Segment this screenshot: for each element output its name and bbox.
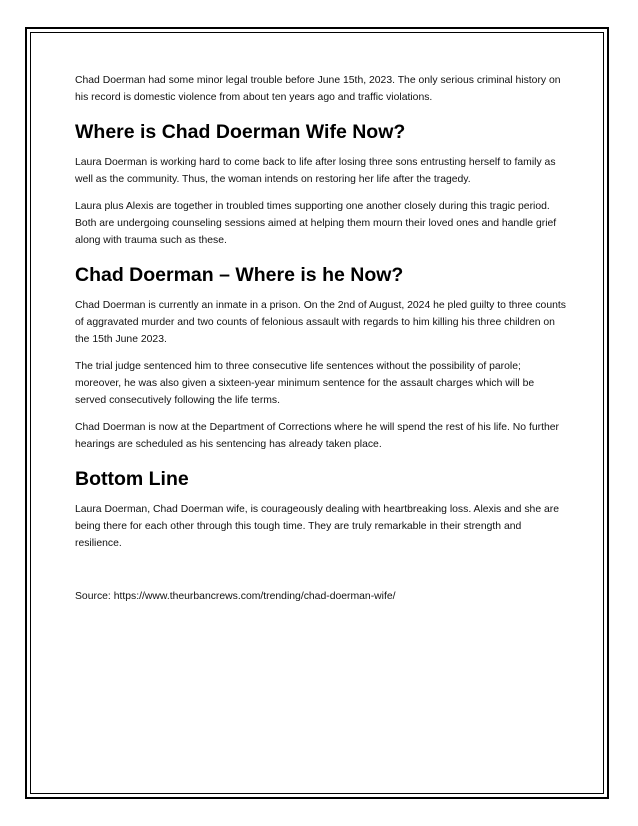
- where-is-he-now-paragraph-2: The trial judge sentenced him to three consecutive life sentences without the possibility of parole; moreover, he was also given a sixteen-year minimum sentence for the assault charges which will be served consecutively following the life terms.: [75, 361, 535, 406]
- intro-paragraph: Chad Doerman had some minor legal trouble before June 15th, 2023. The only serious criminal history on his record is domestic violence from about ten years ago and traffic violations.: [75, 75, 561, 103]
- section-heading-wife-now: Where is Chad Doerman Wife Now?: [75, 121, 406, 143]
- source-citation: Source: https://www.theurbancrews.com/trending/chad-doerman-wife/: [75, 591, 396, 602]
- where-is-he-now-paragraph-3: Chad Doerman is now at the Department of Corrections where he will spend the rest of his life. No further hearings are scheduled as his sentencing has already taken place.: [75, 422, 559, 450]
- where-is-he-now-paragraph-1: Chad Doerman is currently an inmate in a prison. On the 2nd of August, 2024 he pled guilty to three counts of aggravated murder and two counts of felonious assault with regards to him killing his three children on the 15th June 2023.: [75, 300, 566, 345]
- section-heading-where-is-he-now: Chad Doerman – Where is he Now?: [75, 264, 404, 286]
- section-heading-bottom-line: Bottom Line: [75, 468, 189, 490]
- bottom-line-paragraph: Laura Doerman, Chad Doerman wife, is courageously dealing with heartbreaking loss. Alexis and she are being there for each other through this tough time. They are truly remarkable in their strength and resilience.: [75, 504, 560, 549]
- wife-now-paragraph-2: Laura plus Alexis are together in troubled times supporting one another closely during this tragic period. Both are undergoing counseling sessions aimed at helping them mourn their loved ones and handle grief along with trauma such as these.: [75, 201, 557, 246]
- document-body: [75, 72, 567, 615]
- wife-now-paragraph-1: Laura Doerman is working hard to come back to life after losing three sons entrusting herself to family as well as the community. Thus, the woman intends on restoring her life after the tragedy.: [75, 157, 556, 185]
